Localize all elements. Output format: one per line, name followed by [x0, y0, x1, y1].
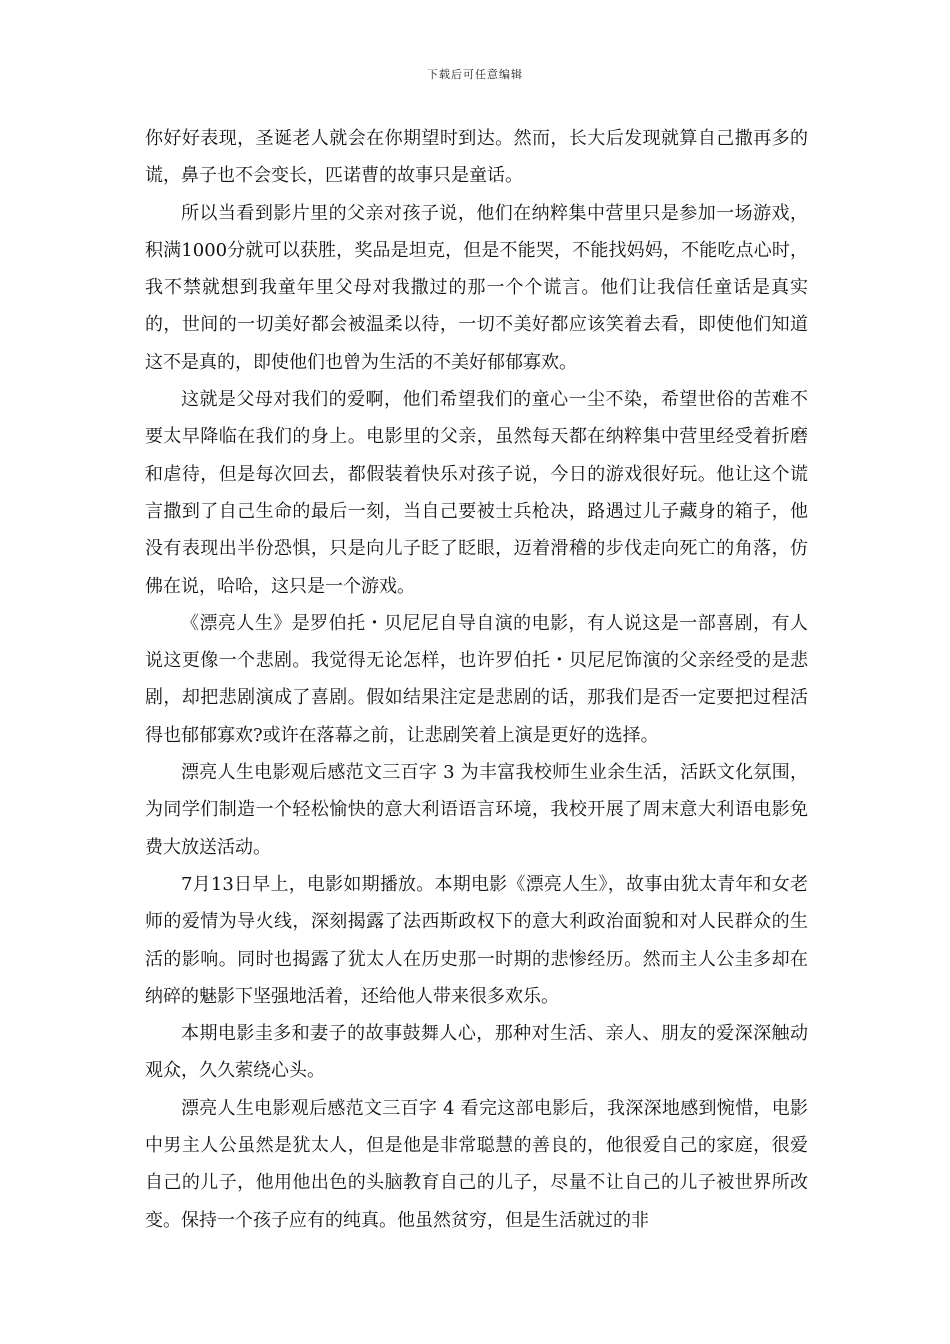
page-header: 下载后可任意编辑	[427, 68, 523, 81]
document-body	[145, 120, 808, 1239]
paragraph: 你好好表现，圣诞老人就会在你期望时到达。然而，长大后发现就算自己撒再多的谎，鼻子也不会变长，匹诺曹的故事只是童话。	[145, 128, 808, 187]
paragraph: 这就是父母对我们的爱啊，他们希望我们的童心一尘不染，希望世俗的苦难不要太早降临在我们的身上。电影里的父亲，虽然每天都在纳粹集中营里经受着折磨和虐待，但是每次回去，都假装着快乐对孩子说，今日的游戏很好玩。他让这个谎言撒到了自己生命的最后一刻，当自己要被士兵枪决，路遇过儿子藏身的箱子，他没有表现出半份恐惧，只是向儿子眨了眨眼，迈着滑稽的步伐走向死亡的角落，仿佛在说，哈哈，这只是一个游戏。	[145, 389, 808, 597]
paragraph: 7月13日早上，电影如期播放。本期电影《漂亮人生》，故事由犹太青年和女老师的爱情为导火线，深刻揭露了法西斯政权下的意大利政治面貌和对人民群众的生活的影响。同时也揭露了犹太人在历史那一时期的悲惨经历。然而主人公圭多却在纳碎的魅影下坚强地活着，还给他人带来很多欢乐。	[145, 873, 808, 1007]
paragraph: 《漂亮人生》是罗伯托・贝尼尼自导自演的电影，有人说这是一部喜剧，有人说这更像一个悲剧。我觉得无论怎样，也许罗伯托・贝尼尼饰演的父亲经受的是悲剧，却把悲剧演成了喜剧。假如结果注定是悲剧的话，那我们是否一定要把过程活得也郁郁寡欢?或许在落幕之前，让悲剧笑着上演是更好的选择。	[145, 612, 808, 746]
paragraph: 本期电影圭多和妻子的故事鼓舞人心，那种对生活、亲人、朋友的爱深深触动观众，久久萦绕心头。	[145, 1023, 808, 1082]
paragraph: 漂亮人生电影观后感范文三百字 4 看完这部电影后，我深深地感到惋惜，电影中男主人公虽然是犹太人，但是他是非常聪慧的善良的，他很爱自己的家庭，很爱自己的儿子，他用他出色的头脑教育自己的儿子，尽量不让自己的儿子被世界所改变。保持一个孩子应有的纯真。他虽然贫穷，但是生活就过的非	[145, 1097, 808, 1231]
paragraph: 漂亮人生电影观后感范文三百字 3 为丰富我校师生业余生活，活跃文化氛围，为同学们制造一个轻松愉快的意大利语语言环境，我校开展了周末意大利语电影免费大放送活动。	[145, 762, 808, 858]
paragraph: 所以当看到影片里的父亲对孩子说，他们在纳粹集中营里只是参加一场游戏，积满1000分就可以获胜，奖品是坦克，但是不能哭，不能找妈妈，不能吃点心时，我不禁就想到我童年里父母对我撒过的那一个个谎言。他们让我信任童话是真实的，世间的一切美好都会被温柔以待，一切不美好都应该笑着去看，即使他们知道这不是真的，即使他们也曾为生活的不美好郁郁寡欢。	[145, 202, 808, 373]
